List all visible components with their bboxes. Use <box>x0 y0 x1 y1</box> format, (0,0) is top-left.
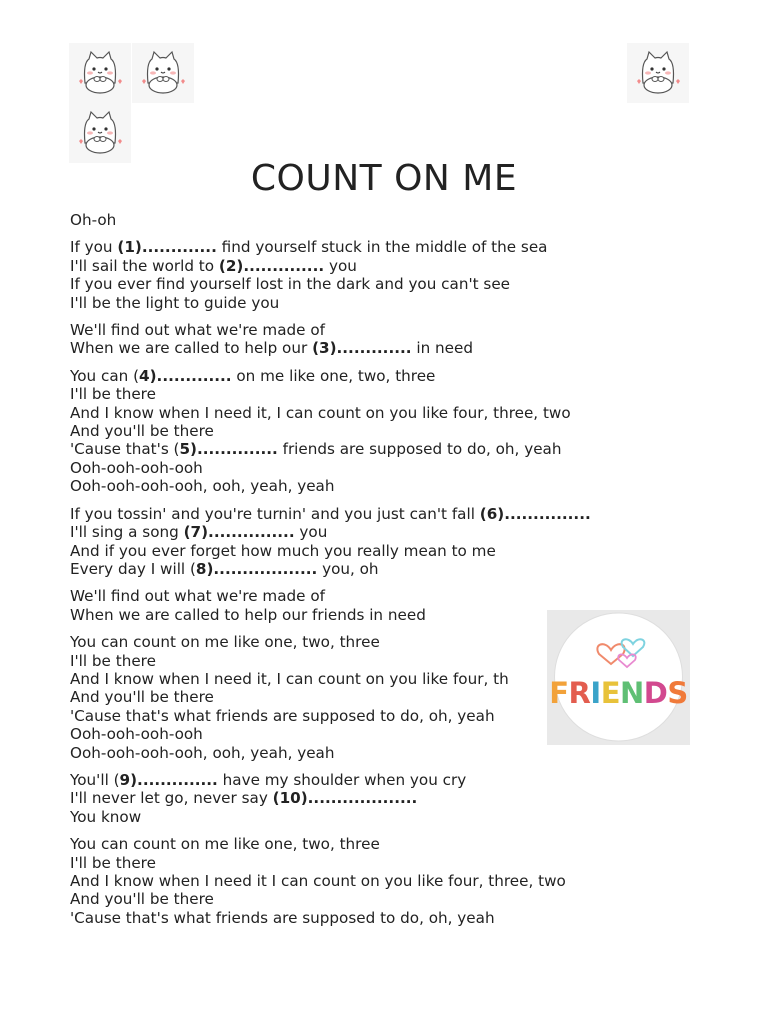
lyric-line <box>70 808 710 826</box>
blank-field: 8).................. <box>195 559 318 578</box>
lyric-line <box>70 294 710 312</box>
lyric-text: And you'll be there <box>70 422 214 441</box>
lyric-text: Every day I will ( <box>70 559 196 578</box>
friends-label: FRIENDS <box>549 676 688 710</box>
stanza <box>70 771 710 826</box>
stanza <box>70 238 710 312</box>
lyric-text: Ooh-ooh-ooh-ooh <box>70 725 203 744</box>
lyric-text: If you tossin' and you're turnin' and you just can't fall <box>70 504 480 523</box>
lyric-line <box>70 257 710 275</box>
lyric-text: Oh-oh <box>70 211 117 229</box>
lyric-text: Ooh-ooh-ooh-ooh, ooh, yeah, yeah <box>70 743 335 762</box>
lyric-text: You can ( <box>70 366 140 385</box>
cat-sticker-3 <box>627 43 689 103</box>
lyric-line <box>70 211 710 229</box>
lyric-text: in need <box>411 339 473 358</box>
lyric-line <box>70 890 710 908</box>
lyric-text: If you <box>70 238 118 257</box>
stanza <box>70 321 710 358</box>
blank-field: (1)............. <box>117 238 217 257</box>
lyric-line <box>70 542 710 560</box>
stanza <box>70 367 710 496</box>
lyric-text: you <box>324 256 357 275</box>
lyric-text: have my shoulder when you cry <box>217 770 467 789</box>
lyric-text: I'll be there <box>70 853 156 872</box>
lyric-text: And if you ever forget how much you really mean to me <box>70 541 496 560</box>
blank-field: 9).............. <box>119 770 218 789</box>
stanza <box>70 211 710 229</box>
lyric-text: 'Cause that's ( <box>70 440 180 459</box>
lyric-text: And I know when I need it, I can count on you like four, three, two <box>70 403 571 422</box>
lyric-text: You can count on me like one, two, three <box>70 633 380 652</box>
lyric-line <box>70 321 710 339</box>
lyric-text: Ooh-ooh-ooh-ooh <box>70 458 203 477</box>
lyric-text: And I know when I need it, I can count on you like four, th <box>70 669 509 688</box>
cat-icon <box>132 43 194 103</box>
lyric-line <box>70 835 710 853</box>
lyric-text: 'Cause that's what friends are supposed to do, oh, yeah <box>70 706 495 725</box>
friends-image <box>547 610 690 745</box>
lyric-line <box>70 422 710 440</box>
lyric-line <box>70 440 710 458</box>
blank-field: 4)............. <box>139 366 232 385</box>
lyric-line <box>70 477 710 495</box>
lyric-text: If you ever find yourself lost in the dark and you can't see <box>70 275 511 294</box>
lyric-line <box>70 385 710 403</box>
lyric-line <box>70 771 710 789</box>
blank-field: 5).............. <box>179 440 278 459</box>
lyric-line <box>70 854 710 872</box>
lyric-text: When we are called to help our friends in need <box>70 605 426 624</box>
lyric-text: 'Cause that's what friends are supposed to do, oh, yeah <box>70 908 495 927</box>
lyric-line <box>70 404 710 422</box>
lyric-text: And I know when I need it I can count on you like four, three, two <box>70 872 566 890</box>
blank-field: (6)............... <box>479 504 591 523</box>
lyric-line <box>70 560 710 578</box>
cat-icon <box>69 103 131 163</box>
lyric-line <box>70 587 710 605</box>
blank-field: (2).............. <box>218 256 325 275</box>
lyric-text: You'll ( <box>70 770 120 789</box>
lyric-line <box>70 789 710 807</box>
cat-sticker-4 <box>69 103 131 163</box>
lyric-text: You know <box>70 807 142 826</box>
lyric-line <box>70 339 710 357</box>
page-title: COUNT ON ME <box>250 158 518 199</box>
cat-icon <box>69 43 131 103</box>
friends-sticker <box>547 610 690 745</box>
lyric-text: I'll be there <box>70 651 156 670</box>
lyric-text: When we are called to help our <box>70 339 313 358</box>
lyric-line <box>70 523 710 541</box>
lyric-text: Ooh-ooh-ooh-ooh, ooh, yeah, yeah <box>70 477 335 496</box>
cat-sticker-1 <box>69 43 131 103</box>
lyric-line <box>70 238 710 256</box>
lyric-text: I'll sing a song <box>70 523 184 542</box>
cat-sticker-2 <box>132 43 194 103</box>
blank-field: (10)................... <box>272 789 418 808</box>
lyric-text: And you'll be there <box>70 890 214 909</box>
lyric-text: find yourself stuck in the middle of the sea <box>216 238 548 257</box>
lyrics-body <box>70 211 710 936</box>
blank-field: (3)............. <box>312 339 412 358</box>
lyric-text: I'll be there <box>70 385 156 404</box>
lyric-text: you, oh <box>317 559 379 578</box>
lyric-text: We'll find out what we're made of <box>70 587 325 606</box>
lyric-line <box>70 744 710 762</box>
stanza <box>70 505 710 579</box>
lyric-text: on me like one, two, three <box>231 366 436 385</box>
lyric-text: You can count on me like one, two, three <box>70 835 380 854</box>
lyric-text: I'll be the light to guide you <box>70 293 280 312</box>
lyric-line <box>70 909 710 927</box>
lyric-line <box>70 459 710 477</box>
lyric-text: And you'll be there <box>70 688 214 707</box>
lyric-line <box>70 367 710 385</box>
lyric-text: you <box>294 523 328 542</box>
lyric-text: I'll never let go, never say <box>70 789 273 808</box>
lyric-line <box>70 275 710 293</box>
lyric-line <box>70 505 710 523</box>
lyric-text: I'll sail the world to <box>70 256 219 275</box>
lyric-line <box>70 872 710 890</box>
cat-icon <box>627 43 689 103</box>
lyric-text: We'll find out what we're made of <box>70 321 325 340</box>
lyric-text: friends are supposed to do, oh, yeah <box>277 440 562 459</box>
stanza <box>70 835 710 927</box>
blank-field: (7)............... <box>183 523 295 542</box>
